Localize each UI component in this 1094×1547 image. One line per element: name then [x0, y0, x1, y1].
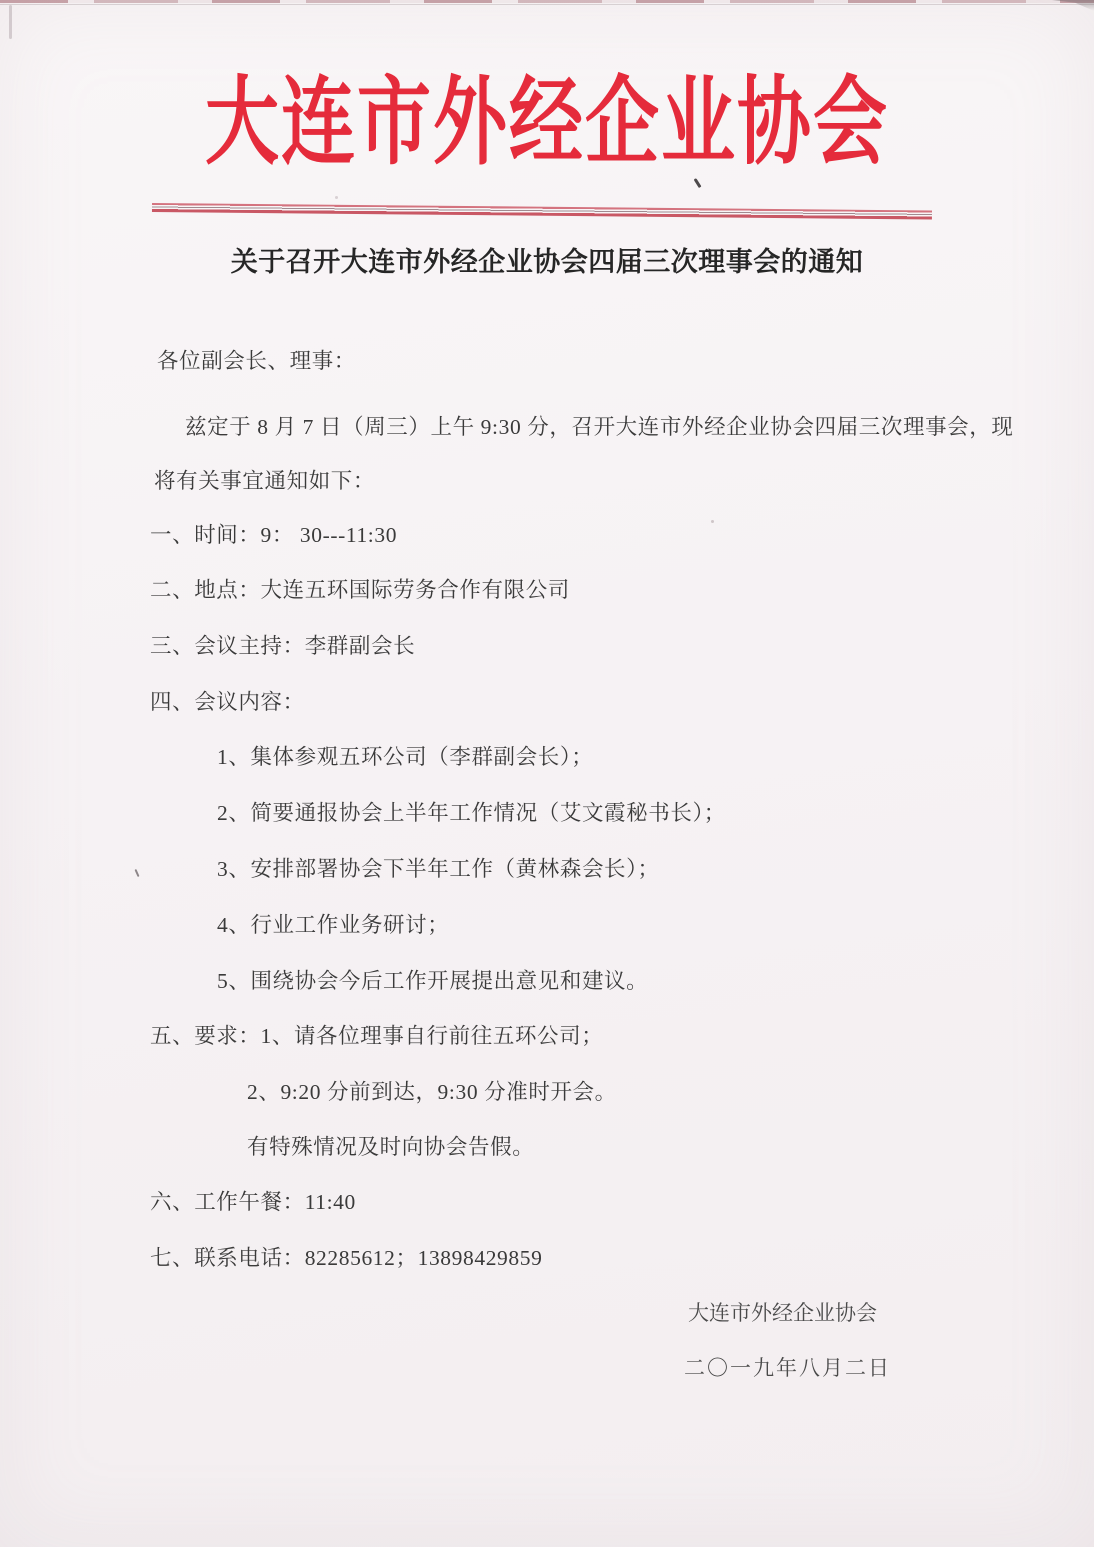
body-line-item-agenda: 四、会议内容：: [150, 690, 305, 714]
body-line-intro-2: 将有关事宜通知如下：: [154, 469, 376, 493]
scan-artifact-speck: [711, 520, 714, 523]
scan-artifact-top-edge: [0, 0, 1094, 3]
body-line-item-requirements: 五、要求：1、请各位理事自行前往五环公司；: [150, 1024, 604, 1048]
letterhead-divider-rule: [152, 203, 932, 219]
body-line-item-time: 一、时间：9： 30---11:30: [150, 523, 398, 547]
body-line-agenda-5: 5、围绕协会今后工作开展提出意见和建议。: [217, 969, 649, 993]
scan-artifact-tick: [694, 178, 702, 188]
doc-title: 关于召开大连市外经企业协会四届三次理事会的通知: [230, 247, 864, 277]
body-line-item-place: 二、地点：大连五环国际劳务合作有限公司: [150, 578, 570, 602]
scan-artifact-hairline: [0, 4, 1094, 5]
body-line-intro-1: 兹定于 8 月 7 日（周三）上午 9:30 分，召开大连市外经企业协会四届三次理事会，现: [185, 415, 1014, 439]
signature-date: 二〇一九年八月二日: [684, 1356, 891, 1380]
body-line-agenda-4: 4、行业工作业务研讨；: [217, 913, 450, 937]
body-line-item-host: 三、会议主持：李群副会长: [150, 634, 416, 658]
body-line-agenda-2: 2、简要通报协会上半年工作情况（艾文霞秘书长）；: [217, 801, 726, 825]
letterhead-org-title: 大连市外经企业协会: [205, 70, 889, 178]
body-line-requirement-note: 有特殊情况及时向协会告假。: [247, 1135, 535, 1159]
body-line-item-lunch: 六、工作午餐：11:40: [150, 1190, 356, 1214]
body-line-item-contact: 七、联系电话：82285612；13898429859: [150, 1246, 543, 1270]
body-line-salutation: 各位副会长、理事：: [157, 349, 356, 373]
signature-org: 大连市外经企业协会: [688, 1301, 877, 1325]
scan-artifact-left-streak: [9, 5, 12, 39]
scan-artifact-tick: [134, 869, 139, 877]
scan-artifact-speck: [335, 196, 338, 199]
body-line-agenda-1: 1、集体参观五环公司（李群副会长）；: [217, 745, 594, 769]
body-line-requirement-2: 2、9:20 分前到达，9:30 分准时开会。: [247, 1080, 617, 1104]
body-line-agenda-3: 3、安排部署协会下半年工作（黄林森会长）；: [217, 857, 660, 881]
